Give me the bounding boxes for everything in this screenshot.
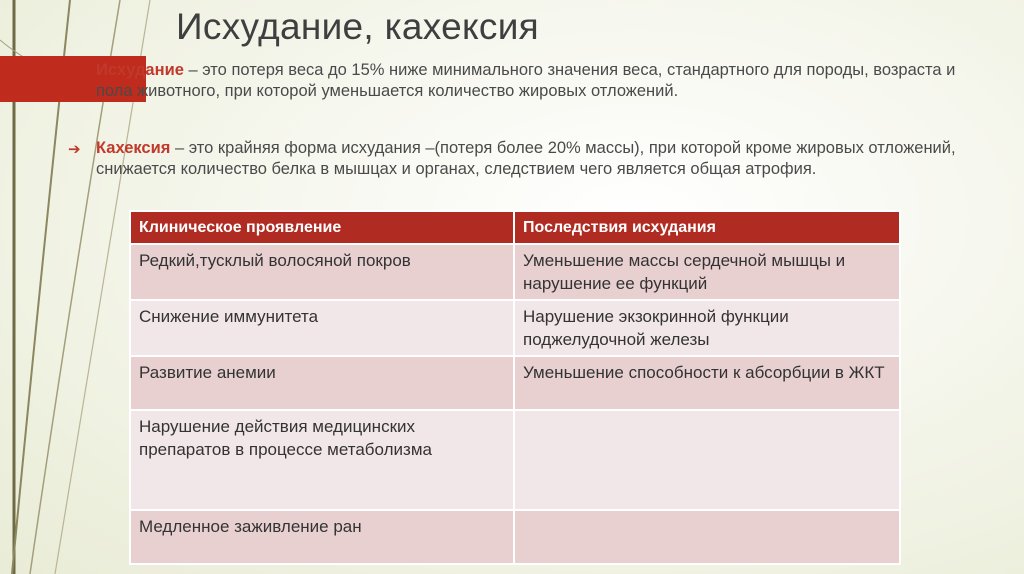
table-cell: Нарушение экзокринной функции поджелудочной железы <box>514 300 900 356</box>
table-cell: Уменьшение способности к абсорбции в ЖКТ <box>514 356 900 410</box>
definition-text: – это потеря веса до 15% ниже минимального значения веса, стандартного для породы, возраста и пола животного, при которой уменьшается количество жировых отложений. <box>96 61 956 100</box>
term-cachexia: Кахексия <box>96 139 171 157</box>
table-row <box>130 300 900 356</box>
table-row <box>130 510 900 564</box>
table-cell: Медленное заживление ран <box>130 510 514 564</box>
table-cell <box>514 410 900 510</box>
table-row <box>130 244 900 300</box>
table-row <box>130 410 900 510</box>
manifestations-table <box>129 210 901 565</box>
table-cell: Снижение иммунитета <box>130 300 514 356</box>
table-row <box>130 356 900 410</box>
table-cell: Уменьшение массы сердечной мышцы и нарушение ее функций <box>514 244 900 300</box>
term-emaciation: Исхудание <box>96 61 184 79</box>
table-cell: Развитие анемии <box>130 356 514 410</box>
definition-emaciation <box>96 60 956 102</box>
definition-text: – это крайняя форма исхудания –(потеря более 20% массы), при которой кроме жировых отложений, снижается количество белка в мышцах и органах, следствием чего является общая атрофия. <box>96 139 956 178</box>
slide-title: Исхудание, кахексия <box>176 6 540 47</box>
column-header: Клиническое проявление <box>130 211 514 244</box>
definition-cachexia <box>96 138 956 180</box>
table-cell: Редкий,тусклый волосяной покров <box>130 244 514 300</box>
table-header-row <box>130 211 900 244</box>
table-cell: Нарушение действия медицинских препаратов в процессе метаболизма <box>130 410 514 510</box>
table-cell <box>514 510 900 564</box>
column-header: Последствия исхудания <box>514 211 900 244</box>
arrow-bullet-icon: ➔ <box>68 141 81 158</box>
